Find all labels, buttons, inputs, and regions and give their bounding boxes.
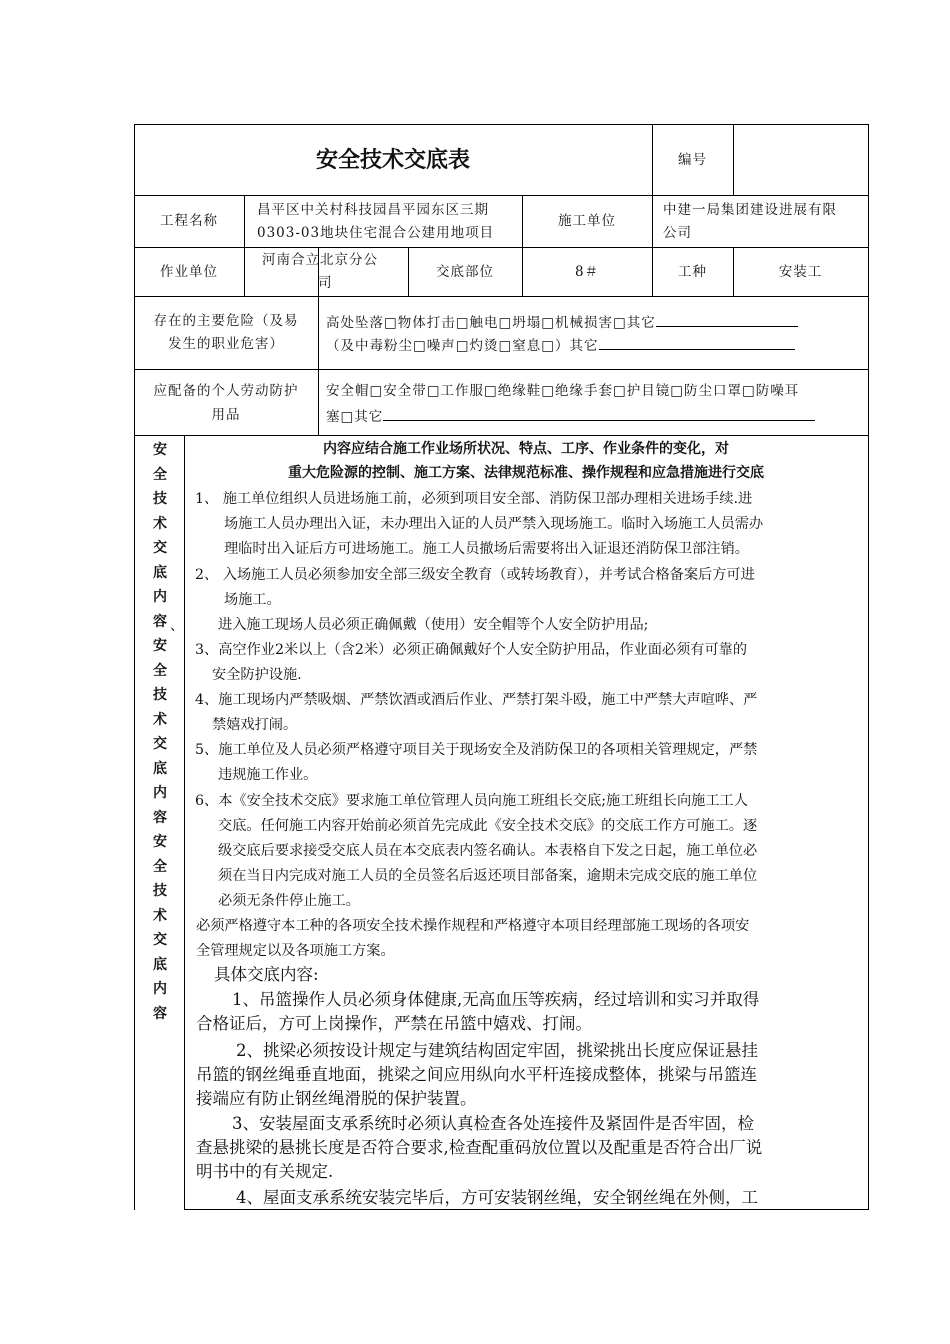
side-label-char: 安 — [153, 442, 167, 458]
work-unit-label: 作业单位 — [160, 264, 218, 280]
side-label-char: 底 — [153, 760, 167, 777]
table-border — [134, 124, 869, 125]
hazards-label: 发生的职业危害） — [168, 336, 284, 352]
list-item: 违规施工作业。 — [218, 767, 318, 783]
list-item: 6、本《安全技术交底》要求施工单位管理人员向施工班组长交底;施工班组长向施工工人 — [195, 793, 748, 809]
table-border — [184, 435, 185, 1210]
table-border — [244, 195, 245, 296]
table-border — [134, 369, 869, 370]
hazards-line — [326, 310, 866, 334]
content-heading: 重大危险源的控制、施工方案、法律规范标准、操作规程和应急措施进行交底 — [288, 465, 764, 481]
side-label-char: 交 — [153, 932, 167, 948]
list-item: 须在当日内完成对施工人员的全员签名后返还项目部备案，逾期未完成交底的施工单位 — [218, 868, 758, 884]
list-item: 必须无条件停止施工。 — [218, 893, 360, 909]
specific-paragraph: 查悬挑梁的悬挑长度是否符合要求,检查配重码放位置以及配重是否符合出厂说 — [196, 1138, 763, 1157]
hazards-other-blank[interactable] — [656, 310, 798, 327]
side-label-char: 内 — [153, 981, 167, 997]
ppe-options: 塞□其它 — [326, 409, 384, 425]
side-label-char: 术 — [153, 711, 167, 728]
list-item: 场施工。 — [224, 592, 281, 608]
side-label-char: 安 — [153, 638, 167, 654]
side-label-char: 容 — [153, 613, 167, 630]
specific-paragraph: 合格证后，方可上岗操作，严禁在吊篮中嬉戏、打闹。 — [196, 1014, 592, 1033]
general-note: 必须严格遵守本工种的各项安全技术操作规程和严格遵守本项目经理部施工现场的各项安 — [196, 918, 750, 934]
list-item: 理临时出入证后方可进场施工。施工人员撤场后需要将出入证退还消防保卫部注销。 — [224, 541, 749, 557]
side-label-char: 底 — [153, 956, 167, 973]
specific-paragraph: 4、屋面支承系统安装完毕后，方可安装钢丝绳，安全钢丝绳在外侧，工 — [236, 1188, 758, 1207]
list-item: 1、 施工单位组织人员进场施工前，必须到项目安全部、消防保卫部办理相关进场手续.进 — [195, 491, 753, 507]
list-item: 级交底后要求接受交底人员在本交底表内签名确认。本表格自下发之日起，施工单位必 — [218, 843, 758, 859]
side-label-char: 容 — [153, 1005, 167, 1022]
list-item: 2、 入场施工人员必须参加安全部三级安全教育（或转场教育），并考试合格备案后方可进 — [195, 567, 755, 583]
table-border — [134, 435, 869, 436]
specific-paragraph: 接端应有防止钢丝绳滑脱的保护装置。 — [196, 1089, 477, 1108]
side-label-char: 内 — [153, 589, 167, 605]
work-unit-value: 司 — [318, 275, 333, 291]
project-value: 昌平区中关村科技园昌平园东区三期 — [257, 202, 489, 218]
side-label-char: 术 — [153, 907, 167, 924]
location-value: 8＃ — [574, 264, 600, 280]
list-item: 交底。任何施工内容开始前必须首先完成此《安全技术交底》的交底工作方可施工。逐 — [218, 818, 758, 834]
content-heading: 内容应结合施工作业场所状况、特点、工序、作业条件的变化，对 — [323, 441, 729, 457]
table-border — [134, 296, 869, 297]
ppe-line: 安全帽□安全带□工作服□绝缘鞋□绝缘手套□护目镜□防尘口罩□防噪耳 — [326, 383, 800, 399]
ppe-label: 应配备的个人劳动防护 — [153, 383, 299, 399]
hazards-other-blank[interactable] — [599, 333, 795, 350]
table-border — [733, 124, 734, 195]
ppe-label: 用品 — [211, 407, 241, 423]
list-item: 进入施工现场人员必须正确佩戴（使用）安全帽等个人安全防护用品; — [218, 617, 649, 633]
list-item: 场施工人员办理出入证，未办理出入证的人员严禁入现场施工。临时入场施工人员需办 — [224, 516, 764, 532]
hazards-options: 高处坠落□物体打击□触电□坍塌□机械损害□其它 — [326, 315, 656, 331]
contractor-value: 中建一局集团建设进展有限 — [663, 202, 837, 218]
side-mark: 、 — [170, 618, 184, 634]
specific-heading: 具体交底内容: — [214, 965, 319, 984]
number-label: 编号 — [678, 152, 707, 168]
hazards-line — [326, 333, 866, 357]
project-value: 0303-03地块住宅混合公建用地项目 — [257, 225, 495, 241]
trade-value: 安装工 — [778, 264, 823, 280]
side-label-char: 内 — [153, 785, 167, 801]
side-label-char: 全 — [153, 858, 167, 875]
general-note: 全管理规定以及各项施工方案。 — [196, 943, 395, 959]
side-label-char: 底 — [153, 564, 167, 581]
work-unit-value: 河南合立北京分公 — [262, 252, 378, 268]
table-border — [134, 124, 135, 1210]
page-title: 安全技术交底表 — [315, 148, 470, 173]
specific-paragraph: 明书中的有关规定. — [196, 1162, 334, 1181]
side-label-char: 全 — [153, 466, 167, 483]
side-label-char: 全 — [153, 662, 167, 679]
specific-paragraph: 2、挑梁必须按设计规定与建筑结构固定牢固，挑梁挑出长度应保证悬挂 — [236, 1041, 758, 1060]
project-label: 工程名称 — [160, 213, 218, 229]
contractor-value: 公司 — [663, 225, 692, 241]
side-label-char: 容 — [153, 809, 167, 826]
table-border — [868, 124, 869, 1210]
trade-label: 工种 — [678, 264, 707, 280]
ppe-other-blank[interactable] — [383, 404, 815, 421]
list-item: 3、高空作业2米以上（含2米）必须正确佩戴好个人安全防护用品，作业面必须有可靠的 — [195, 642, 748, 658]
list-item: 4、施工现场内严禁吸烟、严禁饮酒或酒后作业、严禁打架斗殴，施工中严禁大声喧哗、严 — [195, 692, 758, 708]
ppe-line — [326, 404, 866, 428]
specific-paragraph: 吊篮的钢丝绳垂直地面，挑梁之间应用纵向水平杆连接成整体，挑梁与吊篮连 — [196, 1065, 757, 1084]
side-label-char: 交 — [153, 736, 167, 752]
side-label-char: 技 — [153, 687, 167, 703]
hazards-label: 存在的主要危险（及易 — [153, 313, 299, 329]
side-label-char: 术 — [153, 515, 167, 532]
list-item: 禁嬉戏打闹。 — [212, 717, 298, 733]
specific-paragraph: 1、吊篮操作人员必须身体健康,无高血压等疾病，经过培训和实习并取得 — [232, 990, 760, 1009]
side-label-char: 技 — [153, 883, 167, 899]
side-label-char: 交 — [153, 540, 167, 556]
side-label-char: 安 — [153, 834, 167, 850]
contractor-label: 施工单位 — [558, 213, 616, 229]
list-item: 5、施工单位及人员必须严格遵守项目关于现场安全及消防保卫的各项相关管理规定，严禁 — [195, 742, 758, 758]
hazards-options: （及中毒粉尘□噪声□灼烫□窒息□）其它 — [326, 338, 599, 354]
side-label-char: 技 — [153, 491, 167, 507]
location-label: 交底部位 — [436, 264, 494, 280]
list-item: 安全防护设施. — [212, 667, 302, 683]
specific-paragraph: 3、安装屋面支承系统时必须认真检查各处连接件及紧固件是否牢固，检 — [232, 1114, 754, 1133]
side-label — [150, 438, 170, 1026]
